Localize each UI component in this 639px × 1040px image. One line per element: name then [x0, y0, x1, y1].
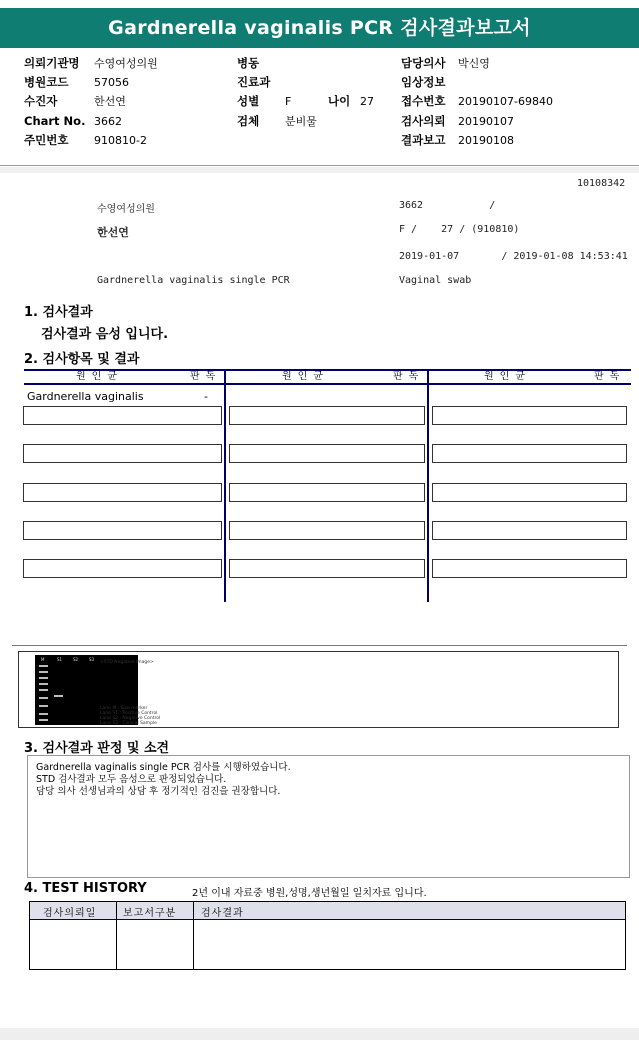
patient-field [24, 94, 126, 109]
specimen-field [237, 114, 317, 129]
id-field [24, 133, 147, 148]
age-value: 27 [360, 95, 374, 108]
header-divider [0, 167, 639, 173]
result-cell [23, 444, 222, 463]
report-title: Gardnerella vaginalis PCR 검사결과보고서 [0, 8, 639, 48]
col-divider-2 [427, 369, 429, 602]
chart-value: 3662 [94, 115, 122, 128]
ward-label: 병동 [237, 56, 260, 70]
result-cell [432, 521, 627, 540]
col-header-3 [429, 369, 631, 385]
marker-band [39, 713, 48, 715]
conclusion-line: STD 검사결과 모두 음성으로 판정되었습니다. [36, 774, 227, 785]
patient-header [0, 52, 639, 166]
history-col-result: 검사결과 [201, 908, 244, 919]
gel-legend-line: Lane S3 : Clinical Sample [100, 721, 157, 726]
lane-label: S1 [57, 657, 63, 662]
lane-label: S2 [73, 657, 79, 662]
conclusion-box [27, 755, 630, 878]
label-sex-age: F / 27 / (910810) [399, 224, 520, 235]
col1-pathogen: 원인균 [76, 371, 123, 382]
result-cell [432, 406, 627, 425]
result-cell [432, 483, 627, 502]
report-label: 결과보고 [401, 133, 446, 147]
label-specimen: Vaginal swab [399, 275, 472, 286]
sex-value: F [285, 95, 292, 108]
sex-label: 성별 [237, 94, 260, 108]
doctor-field [401, 56, 490, 71]
history-col-type: 보고서구분 [123, 908, 177, 919]
lane-label: M [41, 657, 45, 662]
age-field [328, 94, 374, 109]
result-cell [23, 521, 222, 540]
hospital-value: 수영여성의원 [94, 57, 158, 70]
code-value: 57056 [94, 76, 129, 89]
lane-label: S3 [89, 657, 95, 662]
result-cell [229, 559, 425, 578]
col-divider-1 [224, 369, 226, 602]
specimen-value: 분비물 [285, 115, 317, 128]
id-label: 주민번호 [24, 133, 69, 147]
result-summary: 검사결과 음성 입니다. [41, 327, 169, 342]
clinical-field [401, 75, 458, 90]
receipt-value: 20190107-69840 [458, 95, 553, 108]
report-field [401, 133, 514, 148]
item-name: Gardnerella vaginalis [27, 390, 144, 403]
history-col-date: 검사의뢰일 [43, 908, 97, 919]
marker-band [39, 689, 48, 691]
section2-heading: 2. 검사항목 및 결과 [24, 352, 140, 367]
history-note: 2년 이내 자료중 병원,성명,생년월일 일치자료 입니다. [192, 888, 427, 899]
marker-band [39, 705, 48, 707]
barcode-number: 10108342 [577, 178, 626, 189]
patient-label: 수진자 [24, 94, 58, 108]
positive-band [54, 695, 63, 697]
request-value: 20190107 [458, 115, 514, 128]
marker-band [39, 697, 48, 699]
result-cell [23, 559, 222, 578]
history-col-divider [193, 902, 194, 969]
col3-judgement: 판독 [594, 371, 626, 382]
section1-heading: 1. 검사결과 [24, 305, 93, 320]
gel-image-frame [18, 651, 619, 728]
col-header-1 [24, 369, 224, 385]
history-table [29, 901, 626, 970]
receipt-label: 접수번호 [401, 94, 446, 108]
marker-band [39, 683, 48, 685]
gel-legend-line: Lane M : Size marker [100, 706, 148, 711]
col1-judgement: 판독 [190, 371, 222, 382]
marker-band [39, 671, 48, 673]
label-hospital: 수영여성의원 [97, 204, 155, 215]
marker-band [39, 677, 48, 679]
age-label: 나이 [328, 94, 351, 108]
id-value: 910810-2 [94, 134, 147, 147]
label-dates: 2019-01-07 / 2019-01-08 14:53:41 [399, 251, 628, 262]
conclusion-line: Gardnerella vaginalis single PCR 검사를 시행하였습니다. [36, 762, 291, 773]
result-cell [229, 483, 425, 502]
section-separator [12, 645, 627, 646]
history-table-header [30, 902, 625, 920]
clinical-label: 임상정보 [401, 75, 446, 89]
result-cell [432, 444, 627, 463]
doctor-value: 박신영 [458, 57, 490, 70]
result-cell [229, 406, 425, 425]
label-chart: 3662 / [399, 200, 496, 211]
col2-judgement: 판독 [393, 371, 425, 382]
section4-heading: 4. TEST HISTORY [24, 881, 147, 896]
col2-pathogen: 원인균 [282, 371, 329, 382]
result-cell [23, 406, 222, 425]
chart-label: Chart No. [24, 114, 86, 128]
gel-legend-line: Lane S1 : Positive Control [100, 711, 158, 716]
receipt-field [401, 94, 553, 109]
label-name: 한선연 [97, 226, 129, 239]
result-cell [432, 559, 627, 578]
page-footer [0, 1028, 639, 1040]
report-value: 20190108 [458, 134, 514, 147]
dept-label: 진료과 [237, 75, 271, 89]
label-test-name: Gardnerella vaginalis single PCR [97, 275, 290, 286]
item-result: - [204, 390, 208, 403]
specimen-label: 검체 [237, 114, 260, 128]
result-cell [229, 444, 425, 463]
history-col-divider [116, 902, 117, 969]
request-field [401, 114, 514, 129]
hospital-field [24, 56, 158, 71]
request-label: 검사의뢰 [401, 114, 446, 128]
conclusion-line: 담당 의사 선생님과의 상담 후 정기적인 검진을 권장합니다. [36, 786, 281, 797]
hospital-label: 의뢰기관명 [24, 56, 80, 70]
col3-pathogen: 원인균 [484, 371, 531, 382]
code-field [24, 75, 129, 90]
marker-band [39, 719, 48, 721]
ward-field [237, 56, 285, 71]
gel-legend-line: Lane S2 : Negative Control [100, 716, 161, 721]
code-label: 병원코드 [24, 75, 69, 89]
patient-value: 한선연 [94, 95, 126, 108]
col-header-2 [226, 369, 427, 385]
result-cell [23, 483, 222, 502]
doctor-label: 담당의사 [401, 56, 446, 70]
marker-band [39, 665, 48, 667]
chart-field [24, 114, 122, 129]
dept-field [237, 75, 285, 90]
result-cell [229, 521, 425, 540]
gel-caption: <STD Negative Image> [100, 660, 154, 665]
sex-field [237, 94, 291, 109]
section3-heading: 3. 검사결과 판정 및 소견 [24, 741, 170, 756]
